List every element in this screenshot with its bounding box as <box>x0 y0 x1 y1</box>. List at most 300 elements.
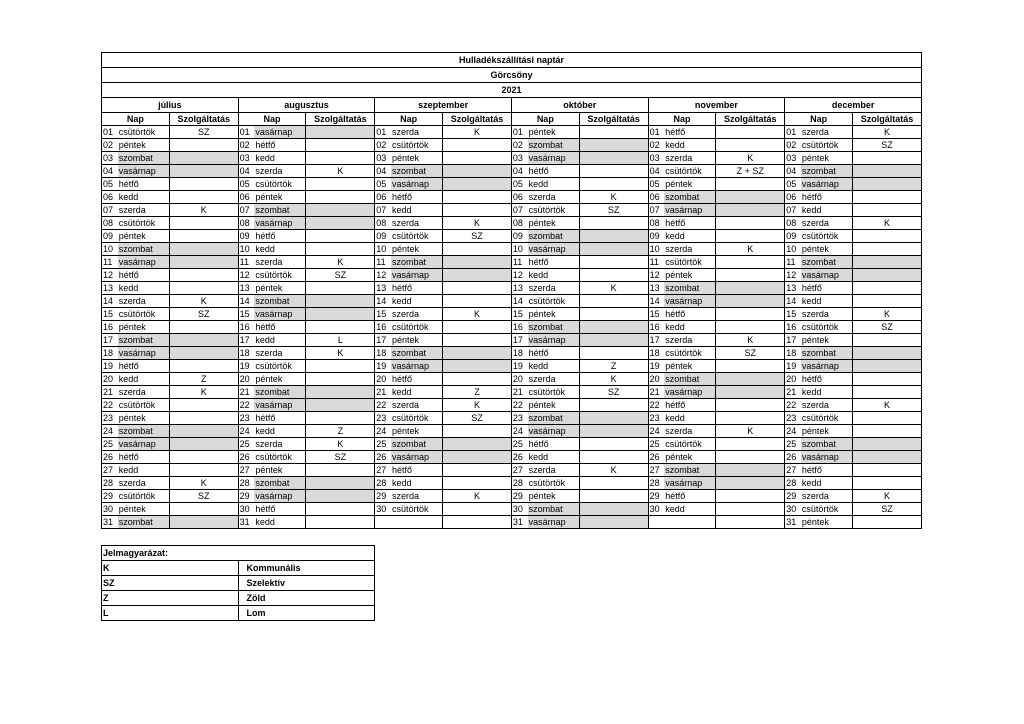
service-code: SZ <box>579 386 648 399</box>
service-code <box>169 347 238 360</box>
service-code <box>579 321 648 334</box>
calendar-title: Hulladékszállítási naptár <box>102 53 922 68</box>
weekday-name: vasárnap <box>254 308 306 321</box>
day-number: 18 <box>648 347 664 360</box>
weekday-name: szombat <box>118 425 170 438</box>
weekday-name: csütörtök <box>391 139 443 152</box>
day-row <box>102 451 922 464</box>
weekday-name: péntek <box>801 152 853 165</box>
service-code <box>443 451 512 464</box>
service-code <box>716 373 785 386</box>
day-row <box>102 503 922 516</box>
month-name: szeptember <box>375 98 512 113</box>
weekday-name: hétfő <box>528 165 580 178</box>
day-number: 20 <box>785 373 801 386</box>
day-number: 02 <box>511 139 527 152</box>
day-number: 18 <box>102 347 118 360</box>
weekday-name: szombat <box>118 334 170 347</box>
month-name: december <box>785 98 922 113</box>
day-number: 03 <box>785 152 801 165</box>
weekday-name: csütörtök <box>391 321 443 334</box>
weekday-name: vasárnap <box>801 269 853 282</box>
service-code <box>579 243 648 256</box>
weekday-name: vasárnap <box>528 243 580 256</box>
weekday-name: szombat <box>254 386 306 399</box>
weekday-name: csütörtök <box>528 477 580 490</box>
weekday-name: kedd <box>528 360 580 373</box>
service-code <box>306 126 375 139</box>
weekday-name: péntek <box>254 191 306 204</box>
weekday-name: péntek <box>801 425 853 438</box>
weekday-name: kedd <box>391 204 443 217</box>
legend-row <box>102 561 375 576</box>
weekday-name: szerda <box>801 490 853 503</box>
service-code <box>169 191 238 204</box>
day-number: 29 <box>102 490 118 503</box>
service-code <box>716 126 785 139</box>
service-code <box>716 217 785 230</box>
day-number: 15 <box>511 308 527 321</box>
service-code <box>169 178 238 191</box>
service-code: SZ <box>306 269 375 282</box>
weekday-name: szombat <box>528 503 580 516</box>
weekday-name: kedd <box>118 464 170 477</box>
legend-row <box>102 606 375 621</box>
day-column-header: Nap <box>238 113 306 126</box>
day-number: 21 <box>648 386 664 399</box>
service-code: K <box>579 464 648 477</box>
service-code <box>853 360 922 373</box>
legend-label: Kommunális <box>238 561 375 576</box>
service-code <box>443 178 512 191</box>
calendar-sheet <box>101 52 922 529</box>
day-row <box>102 126 922 139</box>
service-code <box>443 334 512 347</box>
service-code: SZ <box>579 204 648 217</box>
service-code <box>443 165 512 178</box>
day-number: 19 <box>785 360 801 373</box>
day-number: 10 <box>102 243 118 256</box>
service-code <box>716 178 785 191</box>
weekday-name: péntek <box>664 360 716 373</box>
day-number: 04 <box>238 165 254 178</box>
weekday-name: kedd <box>118 282 170 295</box>
weekday-name: szerda <box>801 399 853 412</box>
service-code <box>853 243 922 256</box>
service-code <box>853 373 922 386</box>
day-number: 10 <box>648 243 664 256</box>
day-number: 21 <box>375 386 391 399</box>
day-number: 13 <box>375 282 391 295</box>
day-number: 17 <box>785 334 801 347</box>
weekday-name: péntek <box>528 399 580 412</box>
weekday-name: szombat <box>801 256 853 269</box>
service-code <box>579 412 648 425</box>
service-code: K <box>853 126 922 139</box>
weekday-name: vasárnap <box>664 295 716 308</box>
service-code <box>306 204 375 217</box>
service-code <box>169 425 238 438</box>
service-code <box>306 217 375 230</box>
service-code: SZ <box>169 308 238 321</box>
day-number: 06 <box>648 191 664 204</box>
weekday-name: hétfő <box>801 191 853 204</box>
service-code <box>853 477 922 490</box>
day-number: 29 <box>785 490 801 503</box>
weekday-name: szombat <box>118 516 170 529</box>
weekday-name: csütörtök <box>801 412 853 425</box>
day-number: 09 <box>375 230 391 243</box>
weekday-name: kedd <box>254 243 306 256</box>
service-column-header: Szolgáltatás <box>579 113 648 126</box>
service-code <box>169 438 238 451</box>
weekday-name: szombat <box>254 204 306 217</box>
service-code <box>443 321 512 334</box>
day-number: 23 <box>375 412 391 425</box>
day-column-header: Nap <box>785 113 853 126</box>
weekday-name: kedd <box>528 451 580 464</box>
weekday-name: péntek <box>801 243 853 256</box>
service-code <box>443 464 512 477</box>
service-code: K <box>853 217 922 230</box>
service-code <box>716 360 785 373</box>
weekday-name: csütörtök <box>801 230 853 243</box>
day-row <box>102 360 922 373</box>
weekday-name: péntek <box>254 373 306 386</box>
service-code <box>853 334 922 347</box>
weekday-name: vasárnap <box>528 516 580 529</box>
service-code: K <box>169 477 238 490</box>
day-number: 08 <box>238 217 254 230</box>
weekday-name: hétfő <box>254 412 306 425</box>
service-code <box>306 230 375 243</box>
weekday-name: péntek <box>118 230 170 243</box>
service-code <box>443 295 512 308</box>
service-code: K <box>306 256 375 269</box>
weekday-name: vasárnap <box>664 386 716 399</box>
month-name: augusztus <box>238 98 375 113</box>
service-code <box>579 451 648 464</box>
service-code <box>853 516 922 529</box>
day-number: 02 <box>648 139 664 152</box>
service-code <box>716 477 785 490</box>
weekday-name: szombat <box>118 152 170 165</box>
service-code <box>306 464 375 477</box>
weekday-name: hétfő <box>391 373 443 386</box>
service-code <box>579 516 648 529</box>
day-number: 26 <box>648 451 664 464</box>
weekday-name: szombat <box>118 243 170 256</box>
service-code <box>306 412 375 425</box>
day-number: 05 <box>511 178 527 191</box>
service-code <box>853 386 922 399</box>
service-code <box>306 321 375 334</box>
month-header-row <box>102 98 922 113</box>
service-code <box>579 139 648 152</box>
column-header-row <box>102 113 922 126</box>
service-code: Z <box>169 373 238 386</box>
day-number: 13 <box>785 282 801 295</box>
day-number: 11 <box>648 256 664 269</box>
weekday-name: csütörtök <box>391 412 443 425</box>
weekday-name: szerda <box>118 386 170 399</box>
service-code <box>169 399 238 412</box>
day-number: 16 <box>238 321 254 334</box>
month-name: október <box>511 98 648 113</box>
service-code <box>853 191 922 204</box>
day-number <box>375 516 391 529</box>
weekday-name: vasárnap <box>391 178 443 191</box>
service-code: Z <box>443 386 512 399</box>
weekday-name: kedd <box>664 139 716 152</box>
day-number: 01 <box>648 126 664 139</box>
day-row <box>102 308 922 321</box>
day-number: 08 <box>375 217 391 230</box>
day-number: 25 <box>648 438 664 451</box>
service-code <box>443 139 512 152</box>
weekday-name: szerda <box>254 438 306 451</box>
weekday-name: vasárnap <box>801 360 853 373</box>
weekday-name <box>391 516 443 529</box>
day-row <box>102 438 922 451</box>
day-number: 03 <box>375 152 391 165</box>
weekday-name: szerda <box>664 243 716 256</box>
day-number: 06 <box>102 191 118 204</box>
weekday-name: szombat <box>528 230 580 243</box>
service-code <box>306 308 375 321</box>
service-code <box>853 165 922 178</box>
service-code <box>169 334 238 347</box>
day-number: 28 <box>238 477 254 490</box>
day-number: 02 <box>375 139 391 152</box>
weekday-name: szombat <box>664 373 716 386</box>
day-number: 07 <box>648 204 664 217</box>
service-code <box>853 451 922 464</box>
weekday-name: péntek <box>664 451 716 464</box>
service-code <box>306 191 375 204</box>
service-code <box>169 412 238 425</box>
service-code <box>716 295 785 308</box>
calendar-table <box>101 52 922 529</box>
weekday-name: szerda <box>118 295 170 308</box>
weekday-name: hétfő <box>664 308 716 321</box>
day-row <box>102 425 922 438</box>
weekday-name: hétfő <box>528 438 580 451</box>
service-code: K <box>853 308 922 321</box>
service-code: Z <box>306 425 375 438</box>
day-number: 07 <box>102 204 118 217</box>
day-number: 23 <box>785 412 801 425</box>
day-row <box>102 334 922 347</box>
day-number: 21 <box>785 386 801 399</box>
service-code: K <box>443 490 512 503</box>
service-code <box>716 256 785 269</box>
weekday-name: kedd <box>391 386 443 399</box>
day-row <box>102 178 922 191</box>
weekday-name: vasárnap <box>391 269 443 282</box>
day-number: 16 <box>785 321 801 334</box>
service-code <box>443 503 512 516</box>
legend-table <box>101 545 375 621</box>
weekday-name: csütörtök <box>801 321 853 334</box>
day-number: 31 <box>511 516 527 529</box>
day-number: 07 <box>511 204 527 217</box>
day-number: 21 <box>511 386 527 399</box>
service-code <box>853 230 922 243</box>
weekday-name: szombat <box>801 165 853 178</box>
day-number: 06 <box>375 191 391 204</box>
weekday-name: szombat <box>254 477 306 490</box>
weekday-name: hétfő <box>254 139 306 152</box>
weekday-name: kedd <box>528 178 580 191</box>
weekday-name: szerda <box>391 126 443 139</box>
month-name: július <box>102 98 239 113</box>
weekday-name: hétfő <box>391 282 443 295</box>
day-row <box>102 256 922 269</box>
day-number: 03 <box>102 152 118 165</box>
day-number: 23 <box>102 412 118 425</box>
weekday-name: vasárnap <box>118 165 170 178</box>
service-code <box>306 295 375 308</box>
service-code <box>716 230 785 243</box>
service-code <box>853 464 922 477</box>
weekday-name: vasárnap <box>254 217 306 230</box>
day-number: 22 <box>102 399 118 412</box>
day-row <box>102 269 922 282</box>
service-code <box>169 464 238 477</box>
day-number: 12 <box>375 269 391 282</box>
day-number: 15 <box>785 308 801 321</box>
day-number: 16 <box>375 321 391 334</box>
service-code: SZ <box>443 230 512 243</box>
service-code <box>306 386 375 399</box>
weekday-name: hétfő <box>254 321 306 334</box>
service-code: K <box>306 438 375 451</box>
weekday-name: szombat <box>664 191 716 204</box>
weekday-name: csütörtök <box>528 295 580 308</box>
service-code <box>306 178 375 191</box>
weekday-name: kedd <box>254 516 306 529</box>
day-number: 19 <box>648 360 664 373</box>
weekday-name: hétfő <box>391 191 443 204</box>
service-code <box>169 282 238 295</box>
day-number: 09 <box>648 230 664 243</box>
service-code <box>853 178 922 191</box>
service-code: K <box>443 308 512 321</box>
weekday-name: csütörtök <box>391 230 443 243</box>
weekday-name: szerda <box>801 217 853 230</box>
day-number: 03 <box>238 152 254 165</box>
service-code <box>306 243 375 256</box>
service-code: K <box>716 334 785 347</box>
service-code: Z + SZ <box>716 165 785 178</box>
day-number: 20 <box>511 373 527 386</box>
weekday-name: péntek <box>801 516 853 529</box>
day-number: 05 <box>102 178 118 191</box>
service-code <box>716 204 785 217</box>
day-number: 15 <box>648 308 664 321</box>
weekday-name: szombat <box>801 438 853 451</box>
day-row <box>102 477 922 490</box>
day-number: 05 <box>648 178 664 191</box>
day-number: 31 <box>238 516 254 529</box>
weekday-name: péntek <box>801 334 853 347</box>
service-code <box>853 425 922 438</box>
legend-code: L <box>102 606 239 621</box>
weekday-name: hétfő <box>118 360 170 373</box>
legend-label: Szelektív <box>238 576 375 591</box>
day-number: 09 <box>785 230 801 243</box>
weekday-name: szerda <box>254 165 306 178</box>
service-code <box>169 516 238 529</box>
service-code <box>853 295 922 308</box>
service-code: Z <box>579 360 648 373</box>
day-number: 24 <box>785 425 801 438</box>
weekday-name: péntek <box>391 152 443 165</box>
service-code <box>579 165 648 178</box>
day-column-header: Nap <box>102 113 170 126</box>
day-row <box>102 373 922 386</box>
day-number: 07 <box>238 204 254 217</box>
weekday-name: kedd <box>254 334 306 347</box>
day-row <box>102 230 922 243</box>
day-number: 01 <box>102 126 118 139</box>
weekday-name: szerda <box>801 126 853 139</box>
day-number: 22 <box>375 399 391 412</box>
service-code <box>853 438 922 451</box>
day-number: 09 <box>238 230 254 243</box>
service-code: K <box>579 282 648 295</box>
weekday-name: hétfő <box>528 256 580 269</box>
service-code <box>579 347 648 360</box>
weekday-name: szerda <box>528 191 580 204</box>
day-number: 29 <box>648 490 664 503</box>
weekday-name: szombat <box>254 295 306 308</box>
day-number: 17 <box>648 334 664 347</box>
weekday-name: vasárnap <box>528 425 580 438</box>
service-code <box>169 217 238 230</box>
service-code <box>443 347 512 360</box>
weekday-name: csütörtök <box>664 347 716 360</box>
day-number: 30 <box>102 503 118 516</box>
legend-row <box>102 591 375 606</box>
legend-row <box>102 576 375 591</box>
service-code: SZ <box>306 451 375 464</box>
weekday-name: péntek <box>391 425 443 438</box>
service-code <box>443 152 512 165</box>
weekday-name: péntek <box>118 412 170 425</box>
weekday-name: hétfő <box>664 490 716 503</box>
service-code: K <box>716 243 785 256</box>
service-code: K <box>716 425 785 438</box>
service-code: K <box>443 399 512 412</box>
service-column-header: Szolgáltatás <box>169 113 238 126</box>
day-number: 25 <box>238 438 254 451</box>
service-code: SZ <box>716 347 785 360</box>
service-code <box>443 269 512 282</box>
service-code <box>853 412 922 425</box>
service-code <box>579 256 648 269</box>
weekday-name: szerda <box>118 204 170 217</box>
weekday-name: hétfő <box>664 126 716 139</box>
weekday-name: kedd <box>528 269 580 282</box>
day-number: 27 <box>238 464 254 477</box>
day-number: 03 <box>648 152 664 165</box>
service-code <box>579 490 648 503</box>
day-row <box>102 490 922 503</box>
service-code <box>443 256 512 269</box>
service-code <box>443 204 512 217</box>
